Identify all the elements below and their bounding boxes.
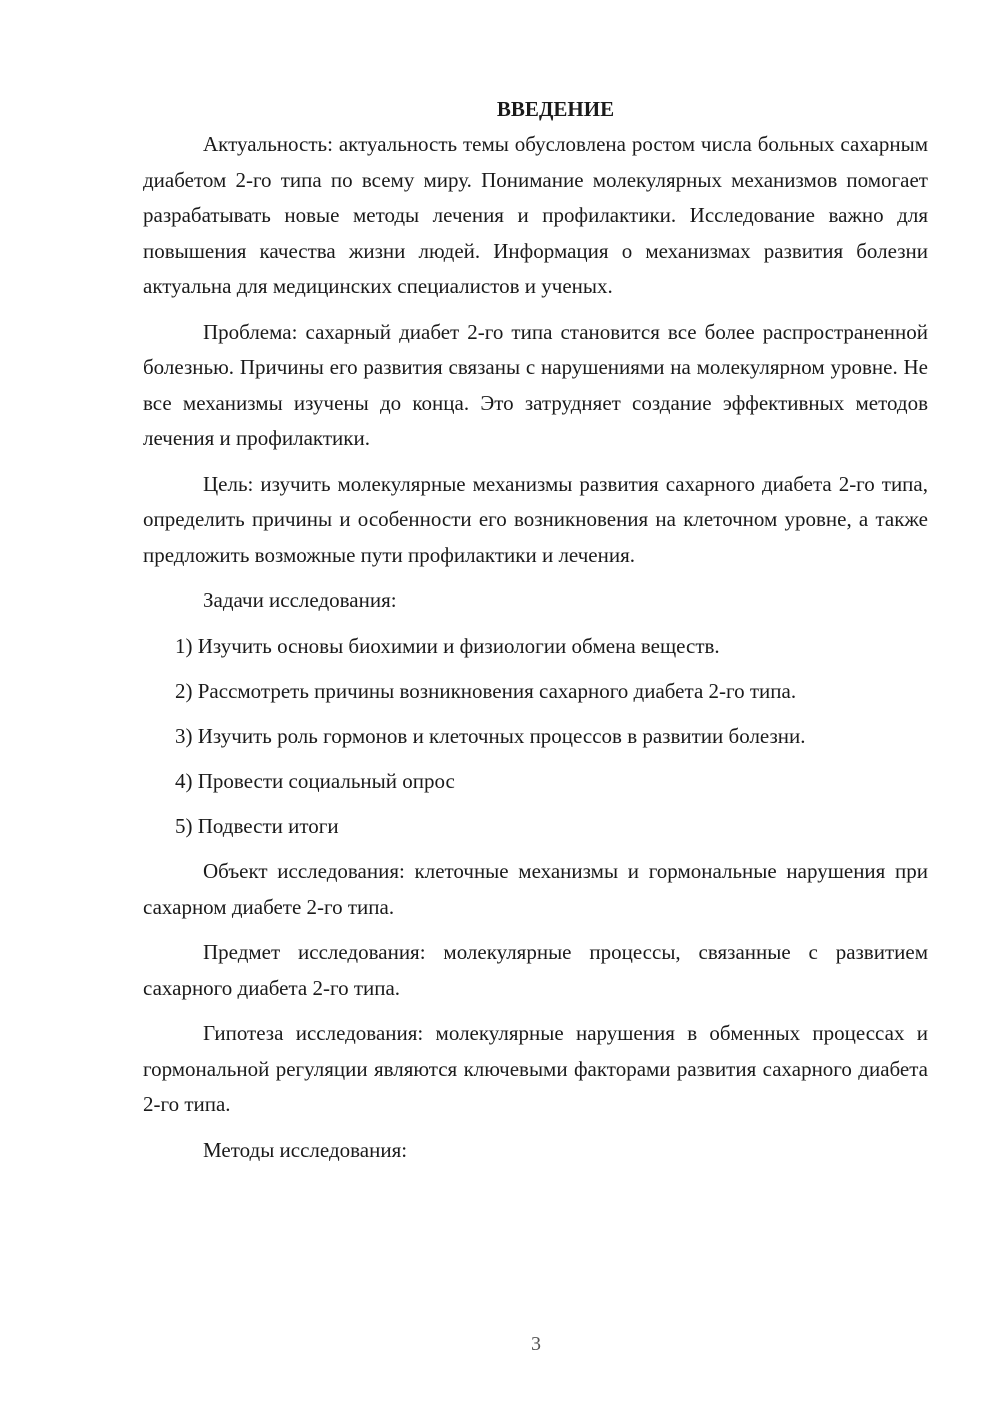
relevance-paragraph: Актуальность: актуальность темы обусловлена ростом числа больных сахарным диабетом 2-го типа по всему миру. Понимание молекулярных механизмов помогает разрабатывать новые методы лечения и профилактики. Исследование важно для повышения качества жизни людей. Информация о механизмах развития болезни актуальна для медицинских специалистов и ученых.: [143, 132, 928, 298]
goal-paragraph: Цель: изучить молекулярные механизмы развития сахарного диабета 2-го типа, определить причины и особенности его возникновения на клеточном уровне, а также предложить возможные пути профилактики и лечения.: [143, 471, 928, 567]
task-item: 1) Изучить основы биохимии и физиологии обмена веществ.: [175, 633, 720, 658]
page-number: 3: [531, 1333, 541, 1355]
task-item: 5) Подвести итоги: [175, 813, 339, 838]
document-page: [143, 92, 928, 1178]
section-heading: ВВЕДЕНИЕ: [496, 97, 615, 121]
task-item: 2) Рассмотреть причины возникновения сахарного диабета 2-го типа.: [175, 678, 797, 703]
hypothesis-paragraph: Гипотеза исследования: молекулярные нарушения в обменных процессах и гормональной регуляции являются ключевыми факторами развития сахарного диабета 2-го типа.: [143, 1021, 928, 1116]
tasks-title: Задачи исследования:: [203, 588, 397, 612]
methods-title: Методы исследования:: [203, 1137, 408, 1162]
task-list: [143, 629, 928, 845]
task-item: 4) Провести социальный опрос: [175, 768, 455, 793]
task-item: 3) Изучить роль гормонов и клеточных процессов в развитии болезни.: [175, 723, 806, 748]
problem-paragraph: Проблема: сахарный диабет 2-го типа становится все более распространенной болезнью. Причины его развития связаны с нарушениями на молекулярном уровне. Не все механизмы изучены до конца. Это затрудняет создание эффективных методов лечения и профилактики.: [143, 319, 928, 450]
object-paragraph: Объект исследования: клеточные механизмы и гормональные нарушения при сахарном диабете 2-го типа.: [143, 859, 928, 919]
subject-paragraph: Предмет исследования: молекулярные процессы, связанные с развитием сахарного диабета 2-го типа.: [143, 940, 928, 1000]
